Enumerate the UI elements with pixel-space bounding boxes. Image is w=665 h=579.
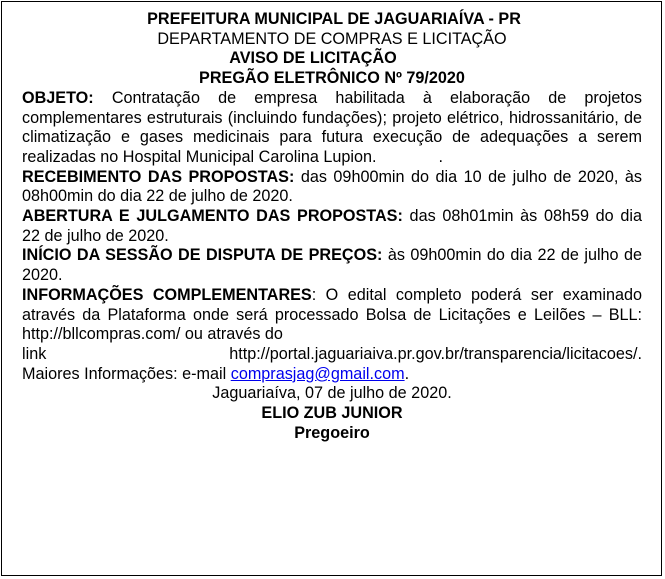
header-notice-title: AVISO DE LICITAÇÃO xyxy=(229,49,397,68)
abertura-label: ABERTURA E JULGAMENTO DAS PROPOSTAS: xyxy=(22,207,403,226)
inicio-text: às 09h00min do dia 22 de julho de 2020. xyxy=(22,246,643,285)
header-department: DEPARTAMENTO DE COMPRAS E LICITAÇÃO xyxy=(157,29,507,48)
abertura-paragraph xyxy=(22,207,642,246)
inicio-label: INÍCIO DA SESSÃO DE DISPUTA DE PREÇOS: xyxy=(22,246,383,265)
recebimento-label: RECEBIMENTO DAS PROPOSTAS: xyxy=(22,167,295,186)
more-info-line xyxy=(22,365,642,385)
more-info-prefix: Maiores Informações: e-mail xyxy=(22,364,231,383)
portal-url-line xyxy=(22,345,642,365)
objeto-paragraph xyxy=(22,89,642,168)
recebimento-paragraph xyxy=(22,168,642,207)
header-tender-number: PREGÃO ELETRÔNICO Nº 79/2020 xyxy=(199,69,465,88)
recebimento-text: das 09h00min do dia 10 de julho de 2020, às 08h00min do dia 22 de julho de 2020. xyxy=(22,167,642,206)
signer-role: Pregoeiro xyxy=(294,423,370,442)
informacoes-text: : O edital completo poderá ser examinado através da Plataforma onde será processado Bolsa de Licitações e Leilões – BLL: http://bllcompras.com/ ou através do xyxy=(22,285,642,344)
header-municipality: PREFEITURA MUNICIPAL DE JAGUARIAÍVA - PR xyxy=(147,10,521,28)
objeto-label: OBJETO: xyxy=(22,88,94,107)
abertura-text: das 08h01min às 08h59 do dia 22 de julho de 2020. xyxy=(22,207,642,245)
signer-name: ELIO ZUB JUNIOR xyxy=(261,404,403,423)
notice-content xyxy=(22,10,642,443)
inicio-paragraph xyxy=(22,246,642,285)
informacoes-label: INFORMAÇÕES COMPLEMENTARES xyxy=(22,285,312,304)
more-info-suffix: . xyxy=(404,364,410,383)
portal-url-link[interactable]: http://portal.jaguariaiva.pr.gov.br/transparencia/licitacoes/. xyxy=(229,344,642,363)
place-date: Jaguariaíva, 07 de julho de 2020. xyxy=(212,384,452,403)
objeto-text: Contratação de empresa habilitada à elaboração de projetos complementares estruturais (incluindo fundações); projeto elétrico, hidrossanitário, de climatização e gases medicinais para futura execução de adequações a serem realizadas no Hospital Municipal Carolina Lupion. xyxy=(22,88,642,166)
informacoes-paragraph xyxy=(22,286,642,345)
link-word: link xyxy=(22,344,47,363)
email-link[interactable]: comprasjag@gmail.com xyxy=(230,364,405,383)
objeto-trailing: . xyxy=(438,147,444,166)
